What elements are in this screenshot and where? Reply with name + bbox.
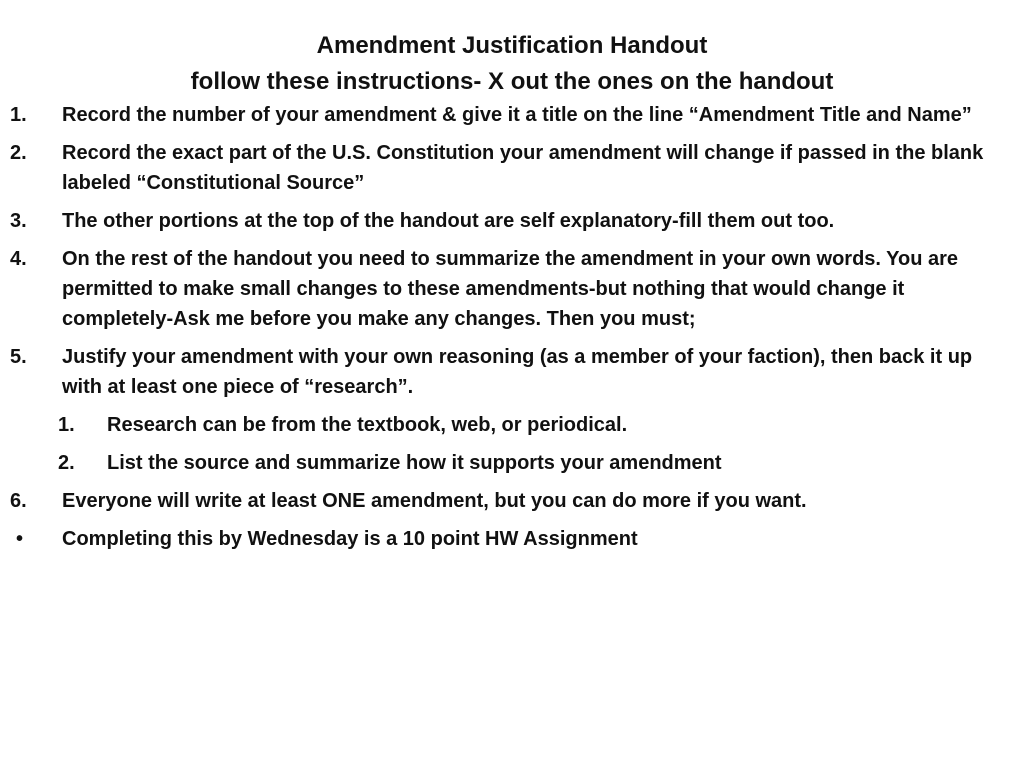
instruction-list xyxy=(0,100,1024,554)
item-text: Everyone will write at least ONE amendment, but you can do more if you want. xyxy=(62,490,807,512)
title-line-1: Amendment Justification Handout xyxy=(316,32,708,59)
list-item xyxy=(0,244,1024,334)
list-item xyxy=(0,486,1024,516)
list-item xyxy=(0,100,1024,130)
sub-list-item xyxy=(0,410,1024,440)
title-line-2: follow these instructions- X out the ones on the handout xyxy=(190,68,834,95)
item-text: On the rest of the handout you need to summarize the amendment in your own words. You are permitted to make small changes to these amendments-but nothing that would change it completely-Ask me before you make any changes. Then you must; xyxy=(62,248,959,330)
list-item xyxy=(0,206,1024,236)
item-text: Record the number of your amendment & give it a title on the line “Amendment Title and Name” xyxy=(62,104,972,126)
sub-item-number: 2. xyxy=(58,452,75,474)
item-number: 2. xyxy=(10,142,27,164)
item-text: Justify your amendment with your own reasoning (as a member of your faction), then back it up with at least one piece of “research”. xyxy=(62,346,973,398)
item-number: 5. xyxy=(10,346,27,368)
bullet-item xyxy=(0,524,1024,554)
bullet-dot: • xyxy=(16,528,24,550)
bullet-text: Completing this by Wednesday is a 10 point HW Assignment xyxy=(62,528,638,550)
sub-item-text: Research can be from the textbook, web, or periodical. xyxy=(107,414,628,436)
sub-item-text: List the source and summarize how it supports your amendment xyxy=(107,452,722,474)
item-text: Record the exact part of the U.S. Constitution your amendment will change if passed in the blank labeled “Constitutional Source” xyxy=(62,142,984,194)
list-item xyxy=(0,342,1024,402)
item-number: 3. xyxy=(10,210,27,232)
item-text: The other portions at the top of the handout are self explanatory-fill them out too. xyxy=(62,210,835,232)
item-number: 4. xyxy=(10,248,27,270)
list-item xyxy=(0,138,1024,198)
slide-title xyxy=(0,28,1024,100)
sub-list-item xyxy=(0,448,1024,478)
item-number: 6. xyxy=(10,490,27,512)
item-number: 1. xyxy=(10,104,27,126)
sub-item-number: 1. xyxy=(58,414,75,436)
